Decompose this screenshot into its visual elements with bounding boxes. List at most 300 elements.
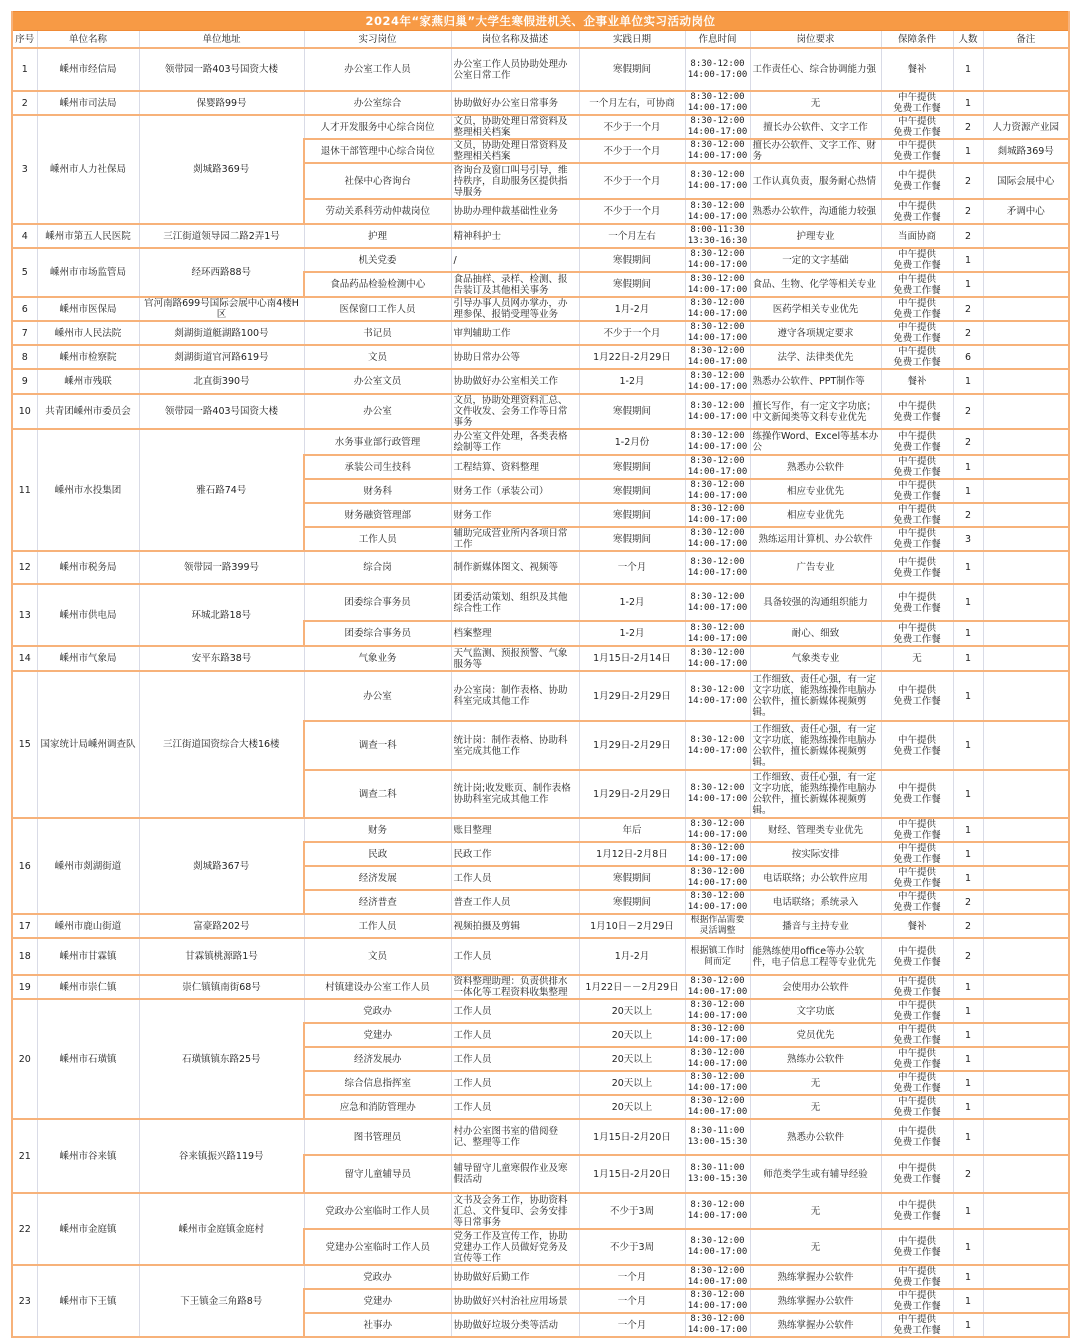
requirement: 无: [750, 1193, 881, 1229]
headcount: 1: [953, 1193, 983, 1229]
post-description: 资料整理助理：负责供排水一体化等工程资料收集整理: [451, 975, 579, 999]
post-name: 水务事业部行政管理: [304, 429, 451, 455]
unit-name: 嵊州市水投集团: [37, 429, 139, 551]
table-row: [12, 115, 1069, 139]
work-hours: 8:30-12:00 14:00-17:00: [685, 1071, 750, 1095]
post-description: 团委活动策划、组织及其他综合性工作: [451, 584, 579, 621]
note: [983, 321, 1069, 345]
requirement: 法学、法律类优先: [750, 345, 881, 369]
post-description: 协助做好办公室相关工作: [451, 369, 579, 394]
post-description: 统计岗;收发账页、制作表格协助科室完成其他工作: [451, 770, 579, 818]
guarantee: 中午提供 免费工作餐: [881, 139, 953, 163]
post-description: 辅导留守儿童寒假作业及寒假活动: [451, 1155, 579, 1193]
headcount: 2: [953, 224, 983, 248]
guarantee: 中午提供 免费工作餐: [881, 721, 953, 770]
headcount: 1: [953, 1047, 983, 1071]
post-description: 文书及会务工作，协助资料汇总、文件复印、会务安排等日常事务: [451, 1193, 579, 1229]
practice-date: 一个月: [579, 1289, 685, 1313]
guarantee: 中午提供 免费工作餐: [881, 890, 953, 914]
post-description: 党务工作及宣传工作，协助党建办工作人员做好党务及宣传等工作: [451, 1229, 579, 1265]
work-hours: 8:30-12:00 14:00-17:00: [685, 818, 750, 842]
row-number: 16: [12, 818, 37, 914]
post-description: 普查工作人员: [451, 890, 579, 914]
practice-date: 1月15日-2月20日: [579, 1155, 685, 1193]
unit-name: 嵊州市税务局: [37, 551, 139, 584]
note: [983, 1313, 1069, 1337]
practice-date: 寒假期间: [579, 48, 685, 91]
header-address: 单位地址: [139, 31, 304, 49]
work-hours: 8:30-12:00 14:00-17:00: [685, 584, 750, 621]
headcount: 1: [953, 671, 983, 721]
row-number: 8: [12, 345, 37, 369]
table-row: [12, 248, 1069, 272]
post-description: 工程结算、资料整理: [451, 455, 579, 479]
guarantee: 餐补: [881, 369, 953, 394]
requirement: 文字功底: [750, 999, 881, 1023]
header-no: 序号: [12, 31, 37, 49]
header-desc: 岗位名称及描述: [451, 31, 579, 49]
headcount: 1: [953, 999, 983, 1023]
practice-date: 一个月左右，可协商: [579, 91, 685, 115]
practice-date: 寒假期间: [579, 272, 685, 297]
note: [983, 890, 1069, 914]
headcount: 1: [953, 584, 983, 621]
requirement: 医药学相关专业优先: [750, 297, 881, 321]
note: [983, 584, 1069, 621]
header-requirement: 岗位要求: [750, 31, 881, 49]
unit-name: 嵊州市金庭镇: [37, 1193, 139, 1265]
guarantee: 中午提供 免费工作餐: [881, 297, 953, 321]
unit-address: 领带园一路399号: [139, 551, 304, 584]
post-name: 党政办: [304, 999, 451, 1023]
row-number: 1: [12, 48, 37, 91]
post-name: 机关党委: [304, 248, 451, 272]
requirement: 无: [750, 91, 881, 115]
work-hours: 8:30-12:00 14:00-17:00: [685, 866, 750, 890]
post-name: 综合岗: [304, 551, 451, 584]
guarantee: 中午提供 免费工作餐: [881, 938, 953, 975]
work-hours: 8:30-12:00 14:00-17:00: [685, 721, 750, 770]
unit-name: 国家统计局嵊州调查队: [37, 671, 139, 818]
post-name: 退休干部管理中心综合岗位: [304, 139, 451, 163]
note: [983, 1265, 1069, 1289]
guarantee: 中午提供 免费工作餐: [881, 394, 953, 429]
guarantee: 中午提供 免费工作餐: [881, 770, 953, 818]
post-description: 咨询台及窗口叫号引导，维持秩序，自助服务区提供指导服务: [451, 163, 579, 199]
guarantee: 中午提供 免费工作餐: [881, 999, 953, 1023]
work-hours: 8:30-12:00 14:00-17:00: [685, 890, 750, 914]
table-row: [12, 394, 1069, 429]
post-description: 制作新媒体图文、视频等: [451, 551, 579, 584]
work-hours: 8:30-12:00 14:00-17:00: [685, 1289, 750, 1313]
practice-date: 1-2月: [579, 584, 685, 621]
note: [983, 770, 1069, 818]
unit-name: 嵊州市下王镇: [37, 1265, 139, 1337]
row-number: 10: [12, 394, 37, 429]
guarantee: 无: [881, 646, 953, 671]
note: [983, 1193, 1069, 1229]
headcount: 1: [953, 1313, 983, 1337]
table-row: [12, 938, 1069, 975]
practice-date: 1月29日-2月29日: [579, 671, 685, 721]
requirement: 电话联络；系统录入: [750, 890, 881, 914]
table-row: [12, 914, 1069, 938]
headcount: 2: [953, 938, 983, 975]
requirement: 擅长办公软件、文字工作、财务: [750, 139, 881, 163]
post-name: 工作人员: [304, 914, 451, 938]
headcount: 1: [953, 248, 983, 272]
post-name: 团委综合事务员: [304, 621, 451, 646]
headcount: 1: [953, 1095, 983, 1119]
work-hours: 8:30-12:00 14:00-17:00: [685, 621, 750, 646]
post-name: 办公室: [304, 671, 451, 721]
row-number: 4: [12, 224, 37, 248]
unit-address: 北直街390号: [139, 369, 304, 394]
note: [983, 369, 1069, 394]
post-name: 财务融资管理部: [304, 503, 451, 527]
unit-name: 嵊州市谷来镇: [37, 1119, 139, 1193]
requirement: 具备较强的沟通组织能力: [750, 584, 881, 621]
unit-name: 嵊州市崇仁镇: [37, 975, 139, 999]
practice-date: 1月15日-2月20日: [579, 1119, 685, 1155]
unit-address: 剡湖街道艇湖路100号: [139, 321, 304, 345]
note: [983, 1229, 1069, 1265]
post-description: 账目整理: [451, 818, 579, 842]
table-row: [12, 224, 1069, 248]
work-hours: 8:30-12:00 14:00-17:00: [685, 999, 750, 1023]
post-description: 工作人员: [451, 1095, 579, 1119]
practice-date: 寒假期间: [579, 527, 685, 551]
note: [983, 1071, 1069, 1095]
table-row: [12, 999, 1069, 1023]
requirement: 党员优先: [750, 1023, 881, 1047]
headcount: 1: [953, 551, 983, 584]
requirement: 耐心、细致: [750, 621, 881, 646]
unit-address: 甘霖镇桃源路1号: [139, 938, 304, 975]
row-number: 22: [12, 1193, 37, 1265]
work-hours: 8:30-12:00 14:00-17:00: [685, 1265, 750, 1289]
practice-date: 一个月: [579, 551, 685, 584]
practice-date: 寒假期间: [579, 394, 685, 429]
headcount: 1: [953, 139, 983, 163]
row-number: 11: [12, 429, 37, 551]
guarantee: 中午提供 免费工作餐: [881, 429, 953, 455]
post-description: 工作人员: [451, 999, 579, 1023]
work-hours: 8:30-12:00 14:00-17:00: [685, 842, 750, 866]
post-name: 工作人员: [304, 527, 451, 551]
row-number: 3: [12, 115, 37, 224]
practice-date: 年后: [579, 818, 685, 842]
unit-address: 经环西路88号: [139, 248, 304, 297]
requirement: 熟练办公软件: [750, 1047, 881, 1071]
unit-name: 嵊州市经信局: [37, 48, 139, 91]
post-name: 医保窗口工作人员: [304, 297, 451, 321]
post-name: 综合信息指挥室: [304, 1071, 451, 1095]
post-description: 天气监测、预报预警、气象服务等: [451, 646, 579, 671]
post-description: 协助日常办公等: [451, 345, 579, 369]
requirement: 擅长办公软件、文字工作: [750, 115, 881, 139]
requirement: 练操作Word、Excel等基本办公: [750, 429, 881, 455]
post-description: 工作人员: [451, 1023, 579, 1047]
table-row: [12, 975, 1069, 999]
unit-name: 嵊州市市场监管局: [37, 248, 139, 297]
row-number: 12: [12, 551, 37, 584]
note: [983, 91, 1069, 115]
practice-date: 20天以上: [579, 999, 685, 1023]
post-description: 档案整理: [451, 621, 579, 646]
headcount: 1: [953, 1229, 983, 1265]
requirement: 熟练掌握办公软件: [750, 1313, 881, 1337]
headcount: 1: [953, 1289, 983, 1313]
table-row: [12, 1193, 1069, 1229]
unit-name: 嵊州市残联: [37, 369, 139, 394]
guarantee: 餐补: [881, 48, 953, 91]
note: [983, 1119, 1069, 1155]
unit-address: 三江街道国资综合大楼16楼: [139, 671, 304, 818]
guarantee: 中午提供 免费工作餐: [881, 321, 953, 345]
post-name: 办公室文员: [304, 369, 451, 394]
post-name: 财务科: [304, 479, 451, 503]
work-hours: 8:30-12:00 14:00-17:00: [685, 503, 750, 527]
note: [983, 429, 1069, 455]
headcount: 2: [953, 321, 983, 345]
note: [983, 1095, 1069, 1119]
headcount: 1: [953, 1119, 983, 1155]
unit-address: 领带园一路403号国资大楼: [139, 394, 304, 429]
note: [983, 297, 1069, 321]
header-time: 作息时间: [685, 31, 750, 49]
post-name: 书记员: [304, 321, 451, 345]
practice-date: 寒假期间: [579, 503, 685, 527]
work-hours: 8:30-12:00 14:00-17:00: [685, 551, 750, 584]
post-description: 文员，协助处理资料汇总、文件收发、会务工作等日常事务: [451, 394, 579, 429]
post-name: 留守儿童辅导员: [304, 1155, 451, 1193]
practice-date: 不少于一个月: [579, 115, 685, 139]
post-description: 引导办事人员网办掌办，办理参保、报销受理等业务: [451, 297, 579, 321]
row-number: 14: [12, 646, 37, 671]
post-description: 财务工作: [451, 503, 579, 527]
work-hours: 8:30-12:00 14:00-17:00: [685, 646, 750, 671]
unit-name: 嵊州市剡湖街道: [37, 818, 139, 914]
post-description: 辅助完成营业所内各项日常工作: [451, 527, 579, 551]
note: [983, 721, 1069, 770]
note: [983, 1155, 1069, 1193]
post-description: 办公室工作人员协助处理办公室日常工作: [451, 48, 579, 91]
work-hours: 根据镇工作时间而定: [685, 938, 750, 975]
requirement: 无: [750, 1095, 881, 1119]
unit-address: 富豪路202号: [139, 914, 304, 938]
work-hours: 8:30-12:00 14:00-17:00: [685, 48, 750, 91]
note: [983, 938, 1069, 975]
table-row: [12, 551, 1069, 584]
post-name: 党建办: [304, 1289, 451, 1313]
row-number: 13: [12, 584, 37, 646]
guarantee: 中午提供 免费工作餐: [881, 115, 953, 139]
practice-date: 1月-2月: [579, 297, 685, 321]
work-hours: 8:30-12:00 14:00-17:00: [685, 1095, 750, 1119]
row-number: 7: [12, 321, 37, 345]
work-hours: 8:30-12:00 14:00-17:00: [685, 429, 750, 455]
post-description: 协助做好办公室日常事务: [451, 91, 579, 115]
header-post: 实习岗位: [304, 31, 451, 49]
work-hours: 根据作品需要灵活调整: [685, 914, 750, 938]
guarantee: 中午提供 免费工作餐: [881, 503, 953, 527]
unit-address: 剡城路367号: [139, 818, 304, 914]
post-name: 应急和消防管理办: [304, 1095, 451, 1119]
practice-date: 寒假期间: [579, 890, 685, 914]
post-description: 工作人员: [451, 1047, 579, 1071]
post-name: 党政办公室临时工作人员: [304, 1193, 451, 1229]
practice-date: 不少于一个月: [579, 139, 685, 163]
headcount: 2: [953, 1155, 983, 1193]
note: [983, 671, 1069, 721]
post-name: 党政办: [304, 1265, 451, 1289]
headcount: 1: [953, 1071, 983, 1095]
work-hours: 8:30-12:00 14:00-17:00: [685, 1193, 750, 1229]
guarantee: 中午提供 免费工作餐: [881, 975, 953, 999]
post-name: 承装公司生技科: [304, 455, 451, 479]
work-hours: 8:30-12:00 14:00-17:00: [685, 199, 750, 224]
practice-date: 寒假期间: [579, 866, 685, 890]
post-name: 社事办: [304, 1313, 451, 1337]
requirement: 熟练运用计算机、办公软件: [750, 527, 881, 551]
post-description: 工作人员: [451, 866, 579, 890]
unit-address: 剡湖街道官河路619号: [139, 345, 304, 369]
work-hours: 8:30-12:00 14:00-17:00: [685, 394, 750, 429]
guarantee: 中午提供 免费工作餐: [881, 818, 953, 842]
requirement: 能熟练使用office等办公软件，电子信息工程等专业优先: [750, 938, 881, 975]
unit-address: 官河南路699号国际会展中心南4楼H区: [139, 297, 304, 321]
requirement: 熟练掌握办公软件: [750, 1289, 881, 1313]
requirement: 相应专业优先: [750, 503, 881, 527]
note: [983, 621, 1069, 646]
headcount: 6: [953, 345, 983, 369]
requirement: 工作细致、责任心强，有一定文字功底，能熟练操作电脑办公软件，擅长新媒体视频剪辑。: [750, 721, 881, 770]
work-hours: 8:30-12:00 14:00-17:00: [685, 345, 750, 369]
headcount: 1: [953, 272, 983, 297]
requirement: 工作细致、责任心强，有一定文字功底，能熟练操作电脑办公软件，擅长新媒体视频剪辑。: [750, 671, 881, 721]
work-hours: 8:30-12:00 14:00-17:00: [685, 139, 750, 163]
work-hours: 8:30-11:00 13:00-15:30: [685, 1119, 750, 1155]
guarantee: 中午提供 免费工作餐: [881, 199, 953, 224]
practice-date: 不少于一个月: [579, 321, 685, 345]
note: [983, 999, 1069, 1023]
headcount: 1: [953, 1265, 983, 1289]
requirement: 熟练掌握办公软件: [750, 1265, 881, 1289]
requirement: 熟悉办公软件，沟通能力较强: [750, 199, 881, 224]
guarantee: 中午提供 免费工作餐: [881, 527, 953, 551]
work-hours: 8:30-12:00 14:00-17:00: [685, 272, 750, 297]
note: 国际会展中心: [983, 163, 1069, 199]
work-hours: 8:00-11:30 13:30-16:30: [685, 224, 750, 248]
header-unit: 单位名称: [37, 31, 139, 49]
row-number: 20: [12, 999, 37, 1119]
note: [983, 479, 1069, 503]
post-name: 团委综合事务员: [304, 584, 451, 621]
post-description: 工作人员: [451, 1071, 579, 1095]
table-row: [12, 48, 1069, 91]
post-description: 财务工作（承装公司）: [451, 479, 579, 503]
requirement: 电话联络；办公软件应用: [750, 866, 881, 890]
row-number: 15: [12, 671, 37, 818]
row-number: 2: [12, 91, 37, 115]
practice-date: 1-2月: [579, 369, 685, 394]
note: [983, 914, 1069, 938]
table-row: [12, 345, 1069, 369]
unit-name: 嵊州市检察院: [37, 345, 139, 369]
note: [983, 646, 1069, 671]
work-hours: 8:30-12:00 14:00-17:00: [685, 369, 750, 394]
table-row: [12, 321, 1069, 345]
practice-date: 一个月左右: [579, 224, 685, 248]
requirement: 工作细致、责任心强，有一定文字功底，能熟练操作电脑办公软件，擅长新媒体视频剪辑。: [750, 770, 881, 818]
headcount: 1: [953, 866, 983, 890]
work-hours: 8:30-12:00 14:00-17:00: [685, 671, 750, 721]
work-hours: 8:30-12:00 14:00-17:00: [685, 455, 750, 479]
headcount: 1: [953, 721, 983, 770]
note: 人力资源产业园: [983, 115, 1069, 139]
guarantee: 中午提供 免费工作餐: [881, 248, 953, 272]
practice-date: 一个月: [579, 1265, 685, 1289]
guarantee: 中午提供 免费工作餐: [881, 584, 953, 621]
requirement: 播音与主持专业: [750, 914, 881, 938]
requirement: 食品、生物、化学等相关专业: [750, 272, 881, 297]
headcount: 2: [953, 115, 983, 139]
requirement: 熟悉办公软件、PPT制作等: [750, 369, 881, 394]
guarantee: 中午提供 免费工作餐: [881, 1229, 953, 1265]
unit-name: 嵊州市人民法院: [37, 321, 139, 345]
headcount: 1: [953, 91, 983, 115]
note: [983, 1289, 1069, 1313]
headcount: 3: [953, 527, 983, 551]
requirement: 遵守各项规定要求: [750, 321, 881, 345]
unit-address: 保婴路99号: [139, 91, 304, 115]
row-number: 18: [12, 938, 37, 975]
headcount: 2: [953, 163, 983, 199]
practice-date: 20天以上: [579, 1047, 685, 1071]
unit-name: 嵊州市司法局: [37, 91, 139, 115]
practice-date: 1月22日－－2月29日: [579, 975, 685, 999]
unit-name: 嵊州市鹿山街道: [37, 914, 139, 938]
post-name: 护理: [304, 224, 451, 248]
guarantee: 中午提供 免费工作餐: [881, 842, 953, 866]
post-name: 图书管理员: [304, 1119, 451, 1155]
post-name: 人才开发服务中心综合岗位: [304, 115, 451, 139]
unit-name: 嵊州市供电局: [37, 584, 139, 646]
practice-date: 1月15日-2月14日: [579, 646, 685, 671]
unit-address: 雅石路74号: [139, 429, 304, 551]
practice-date: 20天以上: [579, 1095, 685, 1119]
note: [983, 248, 1069, 272]
unit-name: 嵊州市甘霖镇: [37, 938, 139, 975]
header-count: 人数: [953, 31, 983, 49]
header-guarantee: 保障条件: [881, 31, 953, 49]
requirement: 师范类学生或有辅导经验: [750, 1155, 881, 1193]
headcount: 1: [953, 479, 983, 503]
headcount: 1: [953, 770, 983, 818]
note: 剡城路369号: [983, 139, 1069, 163]
post-name: 经济普查: [304, 890, 451, 914]
unit-name: 嵊州市第五人民医院: [37, 224, 139, 248]
unit-name: 共青团嵊州市委员会: [37, 394, 139, 429]
practice-date: 不少于3周: [579, 1193, 685, 1229]
guarantee: 中午提供 免费工作餐: [881, 1289, 953, 1313]
practice-date: 寒假期间: [579, 455, 685, 479]
note: [983, 345, 1069, 369]
note: [983, 551, 1069, 584]
work-hours: 8:30-12:00 14:00-17:00: [685, 1313, 750, 1337]
work-hours: 8:30-12:00 14:00-17:00: [685, 1229, 750, 1265]
